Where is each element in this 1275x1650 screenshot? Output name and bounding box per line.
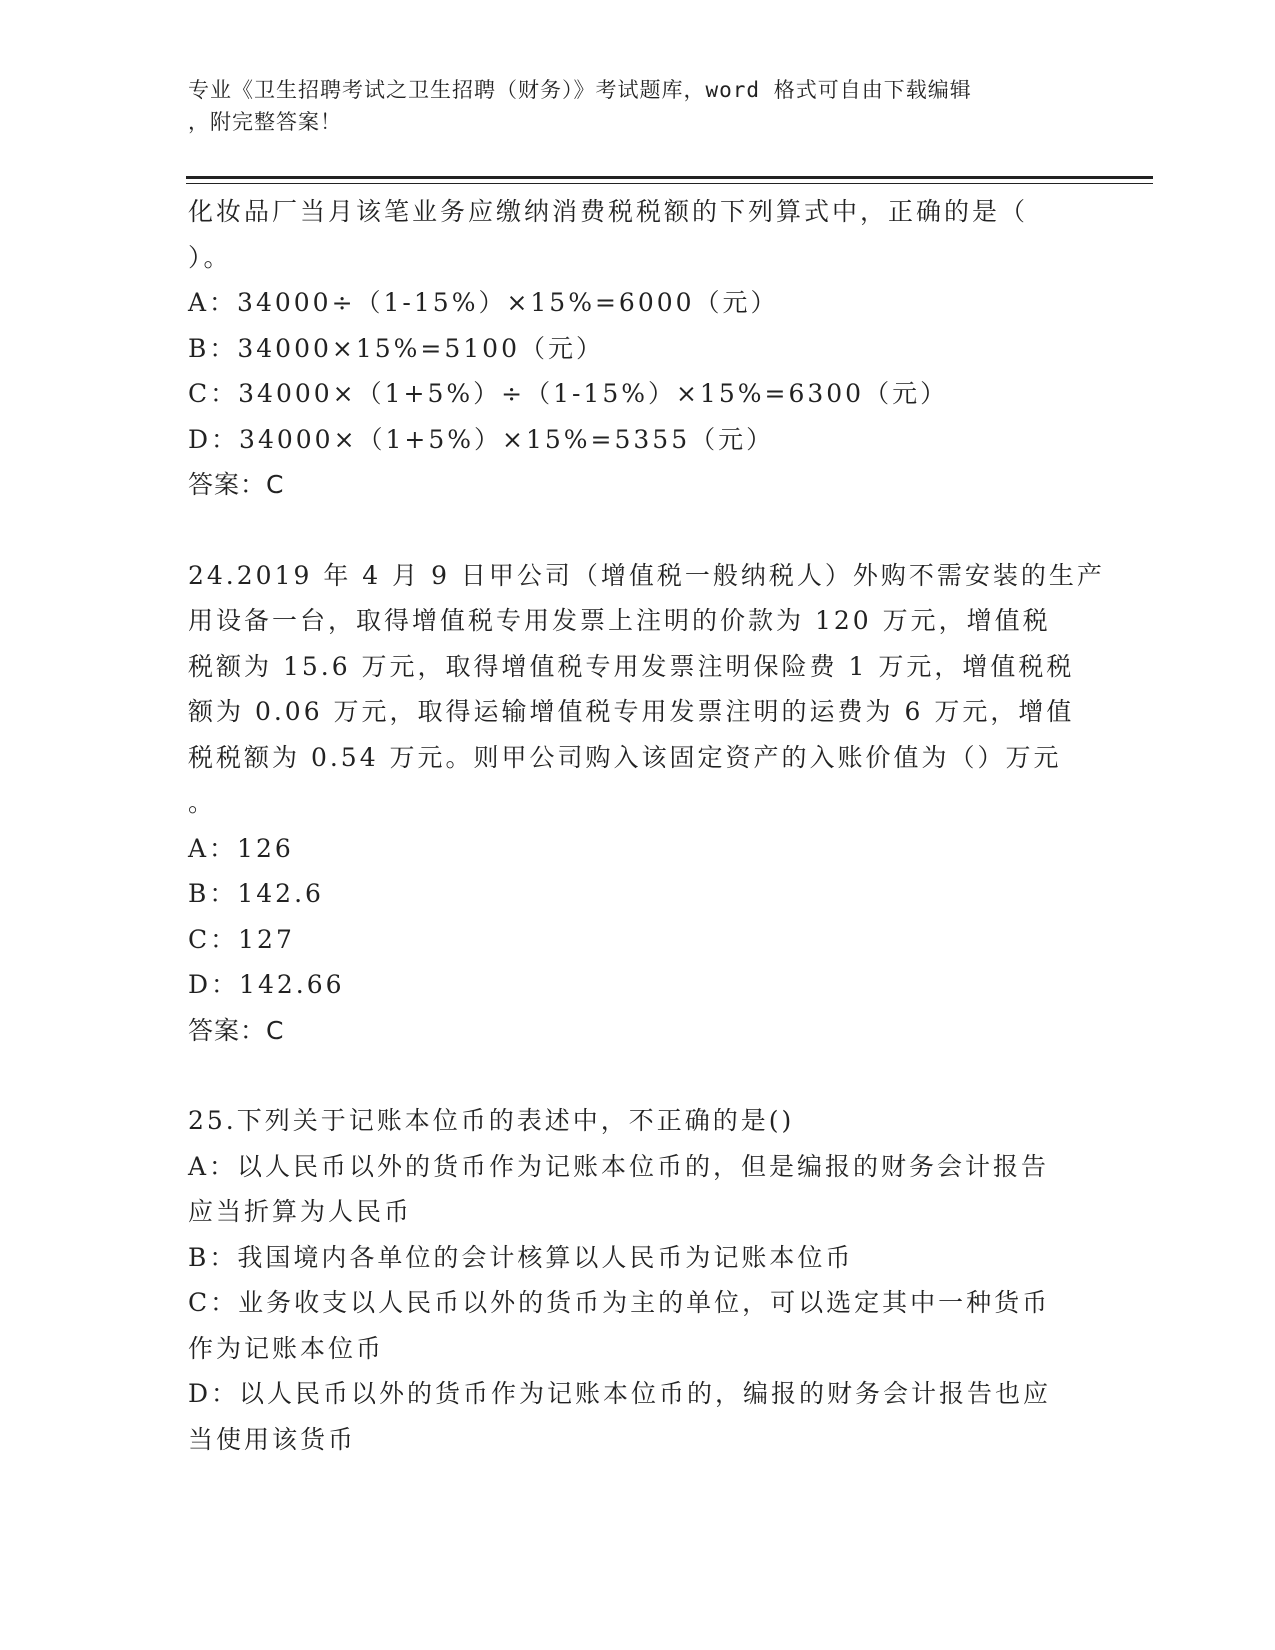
spacer bbox=[188, 1053, 1088, 1098]
option-d: D：142.66 bbox=[188, 970, 345, 999]
option-d: D：以人民币以外的货币作为记账本位币的，编报的财务会计报告也应 bbox=[188, 1379, 1052, 1408]
header-line: ，附完整答案！ bbox=[188, 110, 342, 134]
header-divider-thick bbox=[186, 176, 1153, 179]
header-line: 专业《卫生招聘考试之卫生招聘（财务）》考试题库，word 格式可自由下载编辑 bbox=[188, 78, 972, 102]
answer: 答案：C bbox=[188, 1015, 285, 1045]
option-c: C：业务收支以人民币以外的货币为主的单位，可以选定其中一种货币 bbox=[188, 1288, 1051, 1317]
option-c: C：34000×（1+5%）÷（1-15%）×15%=6300（元） bbox=[188, 379, 949, 408]
question-stem: 额为 0.06 万元，取得运输增值税专用发票注明的运费为 6 万元，增值 bbox=[188, 697, 1075, 726]
document-header bbox=[188, 74, 1068, 138]
header-divider-thin bbox=[186, 183, 1153, 184]
question-stem: 税税额为 0.54 万元。则甲公司购入该固定资产的入账价值为（）万元 bbox=[188, 742, 1062, 772]
answer: 答案：C bbox=[188, 470, 285, 499]
option-a: A：34000÷（1-15%）×15%=6000（元） bbox=[188, 288, 779, 317]
question-stem: 化妆品厂当月该笔业务应缴纳消费税税额的下列算式中，正确的是（ bbox=[188, 197, 1029, 226]
option-c-continued: 作为记账本位币 bbox=[188, 1333, 385, 1363]
question-25 bbox=[188, 1098, 1088, 1462]
question-list bbox=[188, 189, 1105, 1462]
question-stem: 25.下列关于记账本位币的表述中，不正确的是() bbox=[188, 1106, 795, 1135]
option-a: A：以人民币以外的货币作为记账本位币的，但是编报的财务会计报告 bbox=[188, 1151, 1050, 1181]
option-b: B：34000×15%=5100（元） bbox=[188, 333, 604, 363]
option-c: C：127 bbox=[188, 924, 295, 954]
option-d-continued: 当使用该货币 bbox=[188, 1424, 357, 1454]
question-stem: 用设备一台，取得增值税专用发票上注明的价款为 120 万元，增值税 bbox=[188, 606, 1051, 635]
question-stem: 。 bbox=[188, 788, 217, 817]
question-stem: 税额为 15.6 万元，取得增值税专用发票注明保险费 1 万元，增值税税 bbox=[188, 651, 1075, 681]
option-a-continued: 应当折算为人民币 bbox=[188, 1197, 413, 1226]
question-23 bbox=[188, 189, 1088, 508]
question-stem: 24.2019 年 4 月 9 日甲公司（增值税一般纳税人）外购不需安装的生产 bbox=[188, 560, 1105, 590]
question-stem: ）。 bbox=[188, 242, 232, 272]
option-a: A：126 bbox=[188, 833, 294, 863]
question-24 bbox=[188, 553, 1105, 1054]
option-d: D：34000×（1+5%）×15%=5355（元） bbox=[188, 424, 775, 454]
spacer bbox=[188, 508, 1088, 553]
option-b: B：我国境内各单位的会计核算以人民币为记账本位币 bbox=[188, 1242, 854, 1272]
option-b: B：142.6 bbox=[188, 879, 324, 908]
